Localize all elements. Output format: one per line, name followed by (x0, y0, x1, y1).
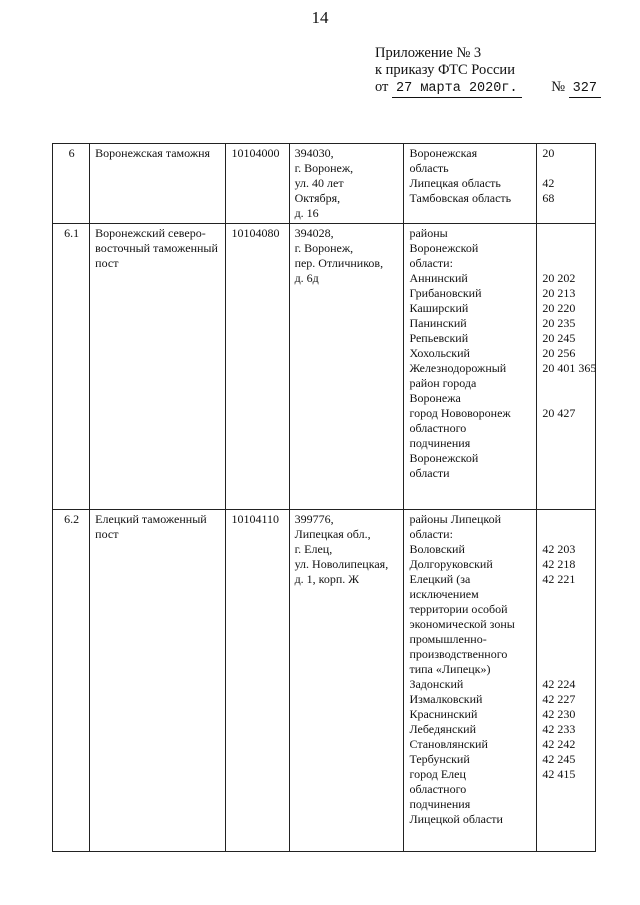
address-line: ул. 40 лет (294, 176, 344, 190)
region-name: области: (409, 527, 453, 541)
number-label: № (551, 79, 566, 95)
region-name: подчинения (409, 797, 471, 811)
region-name: Задонский (409, 677, 464, 691)
region-name: Лебедянский (409, 722, 477, 736)
region-name: Липецкая область (409, 176, 501, 190)
region-code: 20 220 (542, 301, 576, 315)
region-code: 42 242 (542, 737, 576, 751)
region-code: 20 245 (542, 331, 576, 345)
region-name: Хохольский (409, 346, 470, 360)
region-code (542, 421, 591, 436)
address-line: г. Воронеж, (294, 161, 354, 175)
region-code (542, 527, 591, 542)
region-code: 42 245 (542, 752, 576, 766)
region-name: Воронежа (409, 391, 461, 405)
row-number: 6.2 (53, 510, 90, 852)
address-line: г. Воронеж, (294, 241, 354, 255)
region-name: Тербунский (409, 752, 470, 766)
region-code (542, 226, 591, 241)
region-name: Воронежской (409, 451, 479, 465)
customs-office-address (289, 224, 404, 510)
customs-office-name: Воронежская таможня (90, 144, 226, 224)
region-code (542, 161, 591, 176)
region-code (542, 647, 591, 662)
row-number: 6 (53, 144, 90, 224)
region-name: область (409, 161, 449, 175)
region-name: производственного (409, 647, 508, 661)
region-code: 20 213 (542, 286, 576, 300)
region-code (542, 466, 591, 481)
region-name: Аннинский (409, 271, 468, 285)
address-line: д. 16 (294, 206, 319, 220)
region-name: Каширский (409, 301, 469, 315)
order-date: 27 марта 2020г. (392, 80, 522, 98)
customs-office-code: 10104000 (226, 144, 289, 224)
appendix-order-reference: к приказу ФТС России (375, 62, 515, 78)
region-code: 68 (542, 191, 555, 205)
customs-office-name: Елецкий таможенный пост (90, 510, 226, 852)
region-code-list (537, 224, 596, 510)
region-name: Измалковский (409, 692, 483, 706)
region-code (542, 512, 591, 527)
region-name: области (409, 466, 450, 480)
order-number: 327 (569, 80, 601, 98)
appendix-title: Приложение № 3 (375, 45, 482, 61)
region-name: Долгоруковский (409, 557, 493, 571)
address-line: Липецкая обл., (294, 527, 371, 541)
region-name: районы Липецкой (409, 512, 502, 526)
row-number: 6.1 (53, 224, 90, 510)
region-code (542, 241, 591, 256)
region-name: Елецкий (за (409, 572, 471, 586)
customs-office-address (289, 144, 404, 224)
region-code: 20 (542, 146, 555, 160)
region-list (404, 510, 537, 852)
customs-office-code: 10104080 (226, 224, 289, 510)
region-code: 42 224 (542, 677, 576, 691)
region-name: район города (409, 376, 477, 390)
region-code (542, 632, 591, 647)
region-code (542, 617, 591, 632)
region-code: 20 235 (542, 316, 576, 330)
region-code: 42 230 (542, 707, 576, 721)
region-code: 20 427 (542, 406, 576, 420)
region-code (542, 587, 591, 602)
region-code: 42 415 (542, 767, 576, 781)
region-name: город Нововоронеж (409, 406, 511, 420)
address-line: 399776, (294, 512, 334, 526)
region-code: 42 218 (542, 557, 576, 571)
region-list (404, 144, 537, 224)
region-name: территории особой (409, 602, 508, 616)
region-list (404, 224, 537, 510)
address-line: Октября, (294, 191, 341, 205)
customs-table (52, 143, 596, 852)
region-code (542, 812, 591, 827)
region-name: город Елец (409, 767, 466, 781)
region-name: Становлянский (409, 737, 488, 751)
address-line: д. 6д (294, 271, 319, 285)
region-name: экономической зоны (409, 617, 515, 631)
region-code: 42 (542, 176, 555, 190)
region-name: промышленно- (409, 632, 487, 646)
region-code (542, 391, 591, 406)
address-line: ул. Новолипецкая, (294, 557, 389, 571)
appendix-header (375, 45, 625, 98)
customs-office-name: Воронежский северо-восточный таможенный пост (90, 224, 226, 510)
from-label: от (375, 79, 389, 95)
address-line: пер. Отличников, (294, 256, 384, 270)
table-row (53, 224, 596, 510)
region-name: Воронежской (409, 241, 479, 255)
region-code: 42 233 (542, 722, 576, 736)
region-name: областного (409, 421, 467, 435)
address-line: д. 1, корп. Ж (294, 572, 360, 586)
customs-office-address (289, 510, 404, 852)
region-code-list (537, 144, 596, 224)
region-code: 20 202 (542, 271, 576, 285)
region-name: Воронежская (409, 146, 478, 160)
region-code: 20 256 (542, 346, 576, 360)
region-name: районы (409, 226, 448, 240)
region-code (542, 436, 591, 451)
region-code: 20 401 365 (542, 361, 597, 375)
region-name: подчинения (409, 436, 471, 450)
customs-office-code: 10104110 (226, 510, 289, 852)
region-code: 42 227 (542, 692, 576, 706)
page-number: 14 (311, 8, 329, 27)
address-line: г. Елец, (294, 542, 333, 556)
region-code-list (537, 510, 596, 852)
region-name: типа «Липецк») (409, 662, 491, 676)
address-line: 394028, (294, 226, 334, 240)
region-code: 42 203 (542, 542, 576, 556)
region-code (542, 451, 591, 466)
region-name: Воловский (409, 542, 465, 556)
region-name: Железнодорожный (409, 361, 507, 375)
region-name: областного (409, 782, 467, 796)
region-code (542, 782, 591, 797)
region-code: 42 221 (542, 572, 576, 586)
region-name: Тамбовская область (409, 191, 512, 205)
address-line: 394030, (294, 146, 334, 160)
region-code (542, 376, 591, 391)
region-code (542, 602, 591, 617)
region-name: Панинский (409, 316, 467, 330)
table-row (53, 510, 596, 852)
table-row (53, 144, 596, 224)
region-name: исключением (409, 587, 479, 601)
region-name: Лицецкой области (409, 812, 503, 826)
region-name: Грибановский (409, 286, 482, 300)
region-code (542, 797, 591, 812)
region-name: области: (409, 256, 453, 270)
appendix-date-line (375, 79, 625, 98)
region-name: Краснинский (409, 707, 478, 721)
region-name: Репьевский (409, 331, 469, 345)
region-code (542, 256, 591, 271)
region-code (542, 662, 591, 677)
